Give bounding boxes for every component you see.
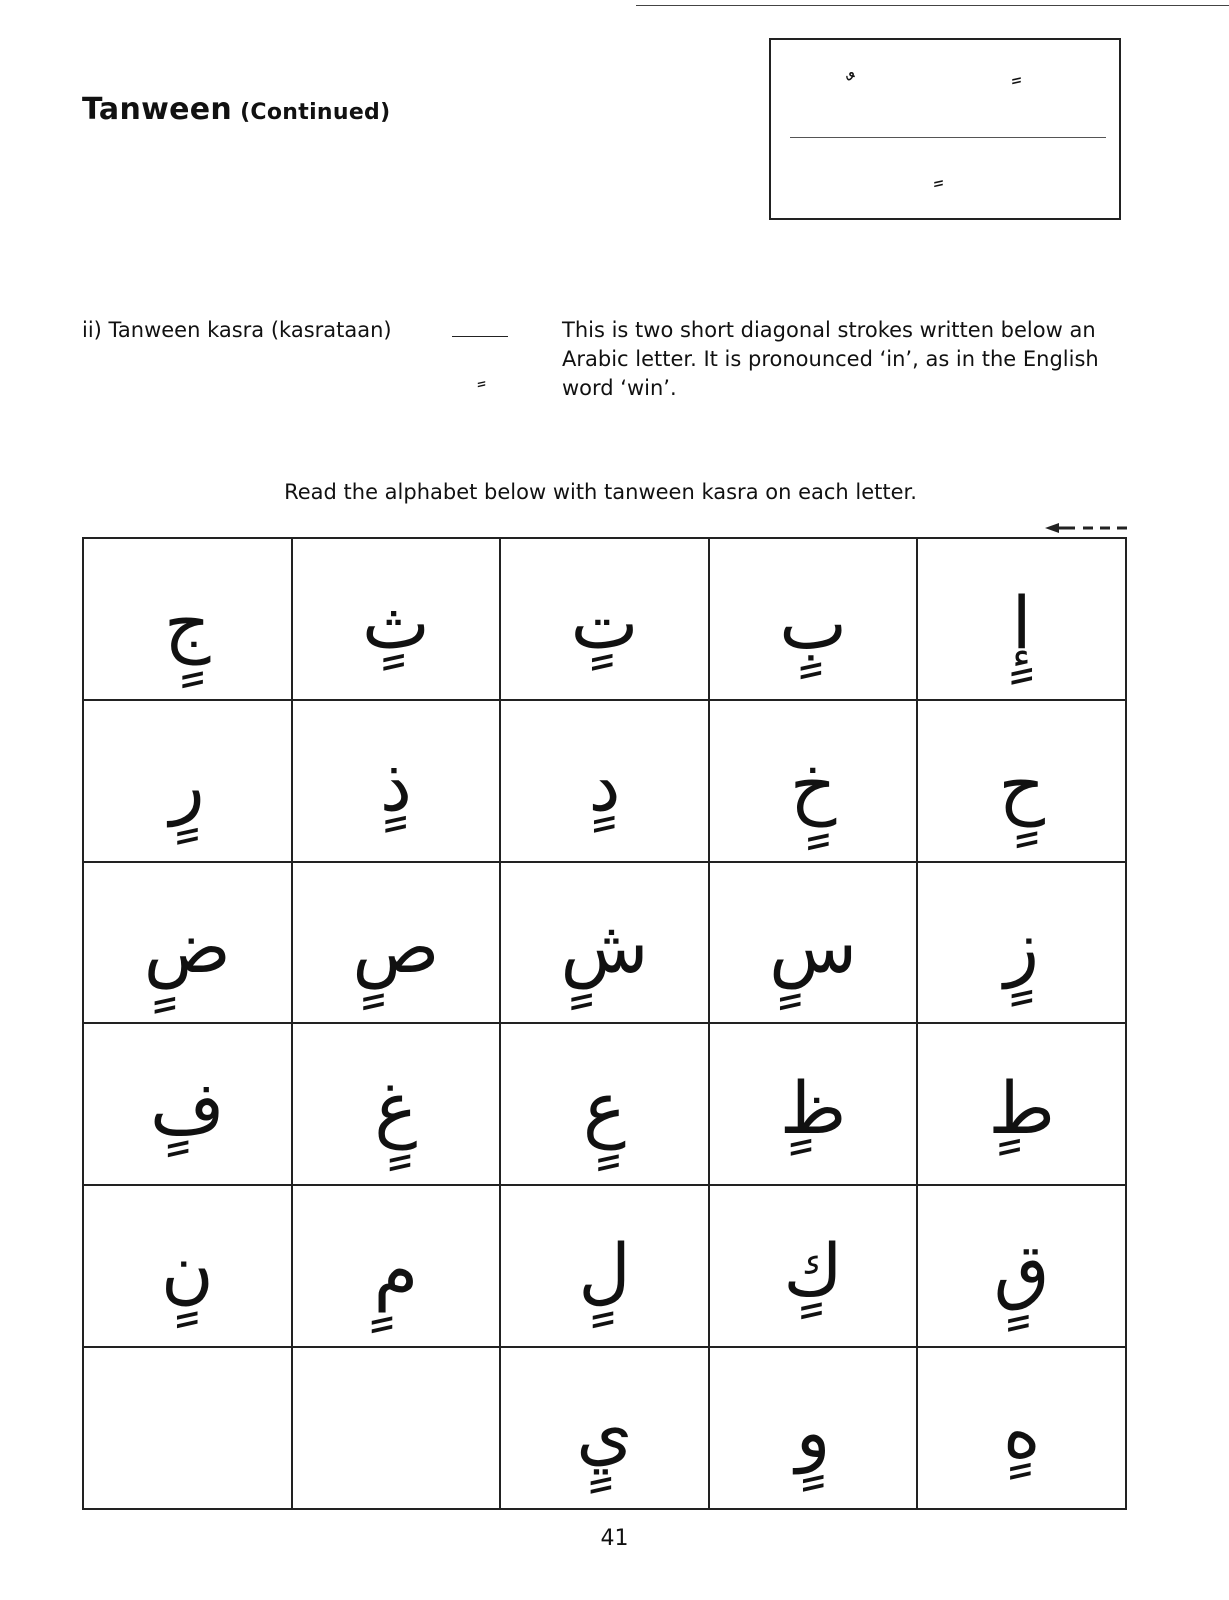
- grid-cell: [500, 1185, 709, 1347]
- grid-cell: [917, 538, 1126, 700]
- tanween-marks-box: [769, 38, 1121, 220]
- grid-cell: [709, 700, 918, 862]
- grid-cell: [709, 538, 918, 700]
- grid-cell: [709, 862, 918, 1024]
- grid-cell: [500, 1023, 709, 1185]
- arabic-letter: خٍ: [789, 742, 837, 827]
- title-sub: (Continued): [240, 100, 391, 125]
- arabic-letter: قٍ: [993, 1228, 1050, 1313]
- grid-cell: [917, 1023, 1126, 1185]
- grid-cell: [83, 1023, 292, 1185]
- grid-cell: [917, 1347, 1126, 1509]
- grid-row: [83, 1023, 1126, 1185]
- arabic-letter: تٍ: [570, 580, 639, 665]
- grid-cell: [500, 538, 709, 700]
- arabic-letter: سٍ: [769, 904, 858, 989]
- grid-cell: [500, 700, 709, 862]
- intro-description: This is two short diagonal strokes written below an Arabic letter. It is pronounced ‘in’, as in the English word ‘win’.: [562, 318, 1099, 400]
- arabic-letter: حٍ: [998, 742, 1045, 827]
- grid-cell: [83, 700, 292, 862]
- arabic-letter: غٍ: [374, 1066, 418, 1151]
- page-title: [82, 92, 390, 127]
- grid-cell: [500, 862, 709, 1024]
- grid-cell: [917, 862, 1126, 1024]
- arabic-letter: عٍ: [583, 1066, 626, 1151]
- arabic-letter: ظٍ: [779, 1066, 847, 1151]
- grid-row: [83, 538, 1126, 700]
- grid-row: [83, 1347, 1126, 1509]
- grid-cell-empty: [292, 1347, 501, 1509]
- page-number: 41: [600, 1526, 629, 1551]
- grid-cell: [292, 1023, 501, 1185]
- arabic-letter: هٍ: [1002, 1390, 1041, 1475]
- grid-cell: [709, 1023, 918, 1185]
- arabic-letter: زٍ: [1004, 904, 1040, 989]
- grid-cell: [709, 1185, 918, 1347]
- arabic-letter: لٍ: [578, 1228, 631, 1313]
- grid-row: [83, 1185, 1126, 1347]
- arabic-letter: دٍ: [588, 742, 621, 827]
- grid-cell: [292, 862, 501, 1024]
- grid-cell: [917, 1185, 1126, 1347]
- grid-cell: [500, 1347, 709, 1509]
- instruction-text: Read the alphabet below with tanween kasra on each letter.: [284, 480, 917, 504]
- grid-cell: [292, 538, 501, 700]
- arabic-letter: كٍ: [783, 1228, 843, 1313]
- intro-blank-line: [452, 336, 508, 337]
- arabic-letter: إٍ: [1011, 580, 1032, 665]
- arabic-letter: بٍ: [779, 580, 847, 665]
- title-main: Tanween: [82, 92, 233, 127]
- grid-cell: [709, 1347, 918, 1509]
- arabic-letter: ثٍ: [362, 580, 430, 665]
- arabic-letter: ذٍ: [379, 742, 412, 827]
- arabic-letter: يٍ: [576, 1390, 633, 1475]
- grid-row: [83, 862, 1126, 1024]
- grid-cell: [292, 700, 501, 862]
- grid-cell: [83, 1185, 292, 1347]
- grid-cell: [83, 538, 292, 700]
- arabic-letter: فٍ: [149, 1066, 225, 1151]
- grid-cell: [917, 700, 1126, 862]
- arabic-letter: وٍ: [795, 1390, 831, 1475]
- arabic-letter: ضٍ: [143, 904, 231, 989]
- grid-cell-empty: [83, 1347, 292, 1509]
- arabic-letter: نٍ: [160, 1228, 214, 1313]
- arabic-letter: صٍ: [352, 904, 440, 989]
- top-rule: [636, 5, 1229, 6]
- arabic-letter: جٍ: [164, 580, 211, 665]
- arrow-left-dashed-icon: [1045, 521, 1127, 535]
- arabic-letter: طٍ: [988, 1066, 1055, 1151]
- grid-row: [83, 700, 1126, 862]
- alphabet-grid: [82, 537, 1127, 1510]
- grid-cell: [83, 862, 292, 1024]
- arabic-letter: مٍ: [373, 1228, 419, 1313]
- arabic-letter: رٍ: [169, 742, 205, 827]
- arabic-letter: شٍ: [560, 904, 649, 989]
- grid-cell: [292, 1185, 501, 1347]
- marks-box-rule: [790, 137, 1106, 138]
- instruction: [0, 480, 1229, 504]
- intro-label: ii) Tanween kasra (kasrataan): [82, 318, 392, 342]
